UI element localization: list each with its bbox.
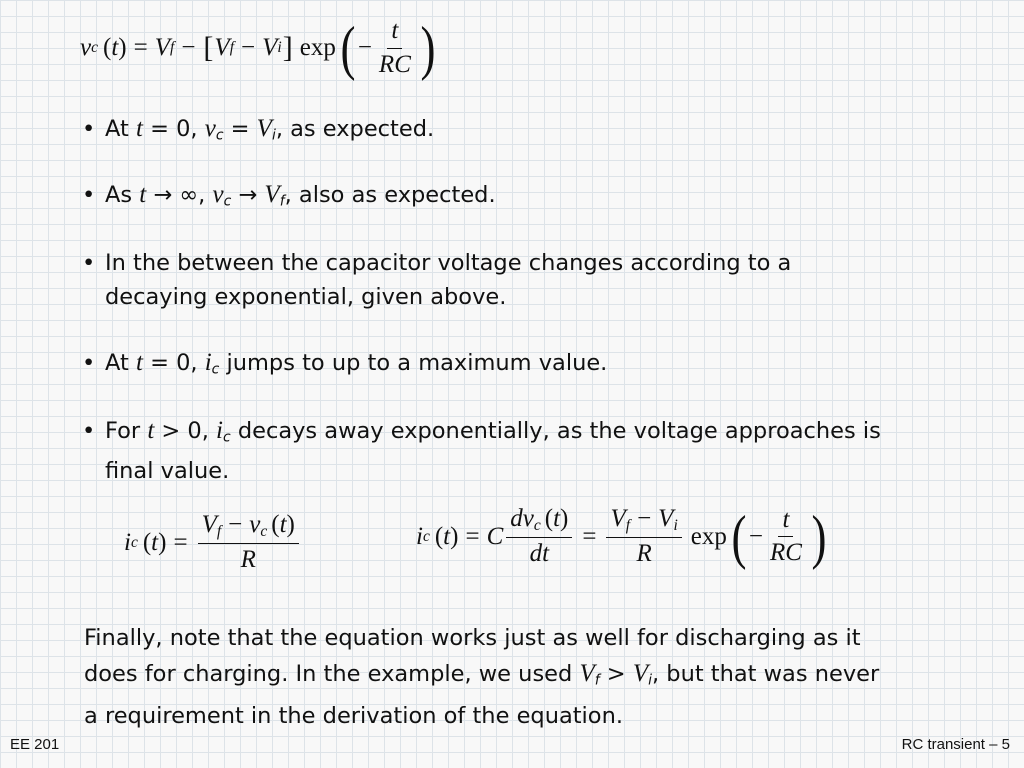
var-V: V [154, 34, 170, 61]
numerator: t [387, 18, 402, 48]
bullet-dot: • [82, 182, 96, 208]
bullet-item: • At t = 0, $i_c$ jumps to up to a maximum value. [80, 346, 607, 386]
exp-function: exp [690, 522, 727, 550]
bullet-dot: • [82, 350, 96, 376]
denominator: dt [529, 540, 550, 568]
paren-open: ( [731, 503, 747, 570]
bullet-item: • In the between the capacitor voltage changes according to a decaying exponential, given above. [80, 246, 791, 314]
var-V: V [214, 34, 230, 61]
equation-vc: v c ( t ) = V f − [ V f − V i ] exp ( − $\frac{t}{RC}$ ) [80, 15, 436, 81]
minus-sign: − [748, 522, 763, 550]
var-v: v [80, 34, 92, 61]
equals-sign: = [465, 522, 480, 550]
minus-sign: − [181, 34, 196, 61]
denominator: R [636, 540, 652, 568]
equation-ic-left: i c ( t ) = $\frac{V_f - v_c (t)}{R}$ [124, 512, 302, 573]
minus-sign: − [357, 34, 372, 61]
bullet-dot: • [82, 250, 96, 276]
fraction-derivative [506, 506, 572, 567]
var-t: t [111, 34, 119, 61]
sub-i: i [277, 39, 282, 56]
equation-ic-right: i c ( t ) = C $\frac{dv_c (t)}{dt}$ = $\frac{V_f - V_i}{R}$ exp ( − $\frac{t}{RC}$ ) [416, 503, 827, 570]
closing-paragraph: Finally, note that the equation works just as well for discharging as it does for charging. In the example, we used $V_f > V_i$, but that was never a requirement in the derivation of the equation. [84, 625, 880, 730]
numerator: $V_f - V_i$ [606, 506, 681, 538]
sub-f: f [229, 39, 235, 56]
bullet-item: • As t → ∞, $v_c \to V_f$, also as expected. [80, 178, 496, 218]
numerator: $V_f - v_c$ (t) [198, 512, 299, 544]
paren-open: ( [340, 15, 356, 81]
denominator: R [240, 546, 256, 574]
var-V: V [262, 34, 278, 61]
paren-close: ) [811, 503, 827, 570]
fraction [198, 512, 299, 573]
fraction [606, 506, 681, 567]
denominator: RC [378, 50, 411, 78]
equals-sign: = [133, 34, 148, 61]
numerator: t [778, 507, 793, 537]
denominator: RC [769, 539, 802, 567]
sub-f: f [170, 39, 175, 56]
bullet-item: • For t > 0, $i_c$ decays away exponentially, as the voltage approaches is final value. [80, 414, 881, 488]
equals-sign: = [173, 528, 188, 556]
fraction-t-over-RC [766, 507, 806, 567]
bullet-dot: • [82, 418, 96, 444]
minus-sign: − [241, 34, 256, 61]
bracket-close: ] [282, 31, 293, 64]
bullet-dot: • [82, 116, 96, 142]
footer-course: EE 201 [10, 736, 60, 753]
equals-sign: = [582, 522, 597, 550]
bracket-open: [ [203, 31, 214, 64]
paren-close: ) [420, 15, 436, 81]
exp-function: exp [299, 34, 336, 61]
sub-c: c [91, 39, 98, 56]
numerator: $dv_c$ (t) [506, 506, 572, 538]
footer-slide-number: RC transient – 5 [901, 736, 1010, 753]
bullet-item: • At t = 0, $v_c = V_i$, as expected. [80, 112, 434, 152]
fraction-t-over-RC [375, 18, 415, 78]
